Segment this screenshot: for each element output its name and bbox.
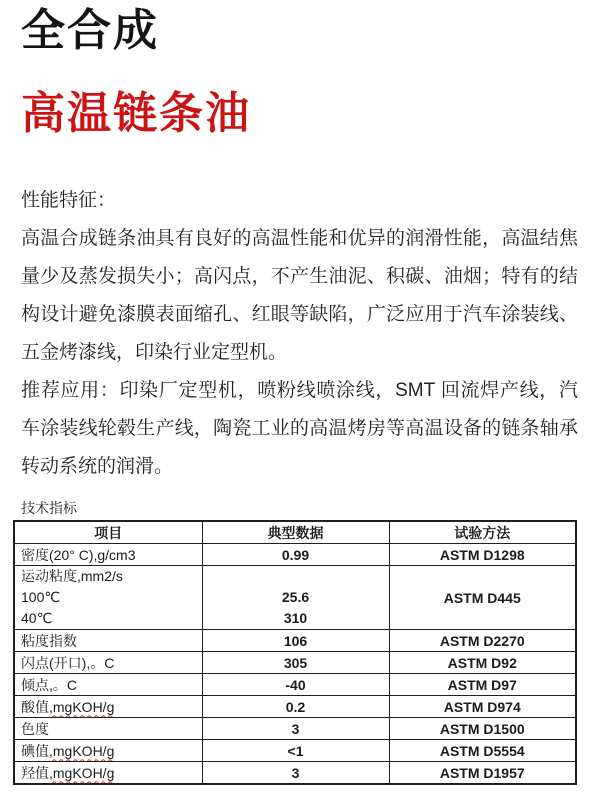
item-unit-spellcheck: ,mgKOH/g <box>49 764 115 781</box>
item-cell <box>14 762 202 785</box>
value-cell: -40 <box>202 674 389 696</box>
value-cell: 3 <box>202 762 389 785</box>
features-heading: 性能特征： <box>21 190 117 211</box>
header-item: 项目 <box>14 521 202 544</box>
value-line <box>209 566 383 587</box>
table-row-pour-point <box>14 674 576 696</box>
header-test-method: 试验方法 <box>389 521 576 544</box>
item-label: 酸值 <box>21 698 49 715</box>
table-row-iodine-value <box>14 740 576 762</box>
table-row-hydroxyl-value <box>14 762 576 785</box>
spec-table <box>13 520 577 785</box>
value-cell: 3 <box>202 718 389 740</box>
table-row-acid-value <box>14 696 576 718</box>
method-cell: ASTM D1957 <box>389 762 576 785</box>
item-cell: 闪点(开口),。C <box>14 652 202 674</box>
item-cell: 密度(20° C),g/cm3 <box>14 544 202 566</box>
method-cell: ASTM D2270 <box>389 630 576 652</box>
value-line: 310 <box>283 610 308 626</box>
item-cell: 色度 <box>14 718 202 740</box>
item-label: 碘值 <box>21 742 49 759</box>
item-cell <box>14 696 202 718</box>
item-line: 运动粘度,mm2/s <box>21 568 123 584</box>
method-cell: ASTM D1500 <box>389 718 576 740</box>
spec-table-header-row <box>14 521 576 544</box>
table-row-density <box>14 544 576 566</box>
series-title: 全合成 <box>21 6 159 55</box>
item-cell: 倾点,。C <box>14 674 202 696</box>
header-typical-data: 典型数据 <box>202 521 389 544</box>
table-row-kinematic-viscosity <box>14 566 576 630</box>
method-cell: ASTM D5554 <box>389 740 576 762</box>
method-cell: ASTM D1298 <box>389 544 576 566</box>
table-row-color <box>14 718 576 740</box>
item-cell <box>14 740 202 762</box>
value-cell: 0.2 <box>202 696 389 718</box>
value-line: 25.6 <box>281 589 310 605</box>
method-cell: ASTM D974 <box>389 696 576 718</box>
item-label: 羟值 <box>21 764 49 781</box>
spec-table-caption: 技术指标 <box>21 500 77 516</box>
features-paragraph: 高温合成链条油具有良好的高温性能和优异的润滑性能，高温结焦量少及蒸发损失小；高闪点，不产生油泥、积碳、油烟；特有的结构设计避免漆膜表面缩孔、红眼等缺陷，广泛应用于汽车涂装线、五金烤漆线，印染行业定型机。 <box>21 228 578 363</box>
value-cell <box>202 566 389 630</box>
value-cell: <1 <box>202 740 389 762</box>
method-cell: ASTM D92 <box>389 652 576 674</box>
applications-paragraph: 推荐应用：印染厂定型机，喷粉线喷涂线，SMT 回流焊产线，汽车涂装线轮毂生产线，陶瓷工业的高温烤房等高温设备的链条轴承转动系统的润滑。 <box>21 380 578 477</box>
table-row-viscosity-index <box>14 630 576 652</box>
item-line: 40℃ <box>21 610 53 626</box>
table-row-flash-point <box>14 652 576 674</box>
item-cell: 粘度指数 <box>14 630 202 652</box>
item-unit-spellcheck: ,mgKOH/g <box>49 698 115 715</box>
method-cell: ASTM D97 <box>389 674 576 696</box>
value-cell: 305 <box>202 652 389 674</box>
product-title: 高温链条油 <box>21 89 251 138</box>
item-line: 100℃ <box>21 589 61 605</box>
item-cell <box>14 566 202 630</box>
value-cell: 106 <box>202 630 389 652</box>
method-cell: ASTM D445 <box>389 566 576 630</box>
item-unit-spellcheck: ,mgKOH/g <box>49 742 115 759</box>
value-cell: 0.99 <box>202 544 389 566</box>
